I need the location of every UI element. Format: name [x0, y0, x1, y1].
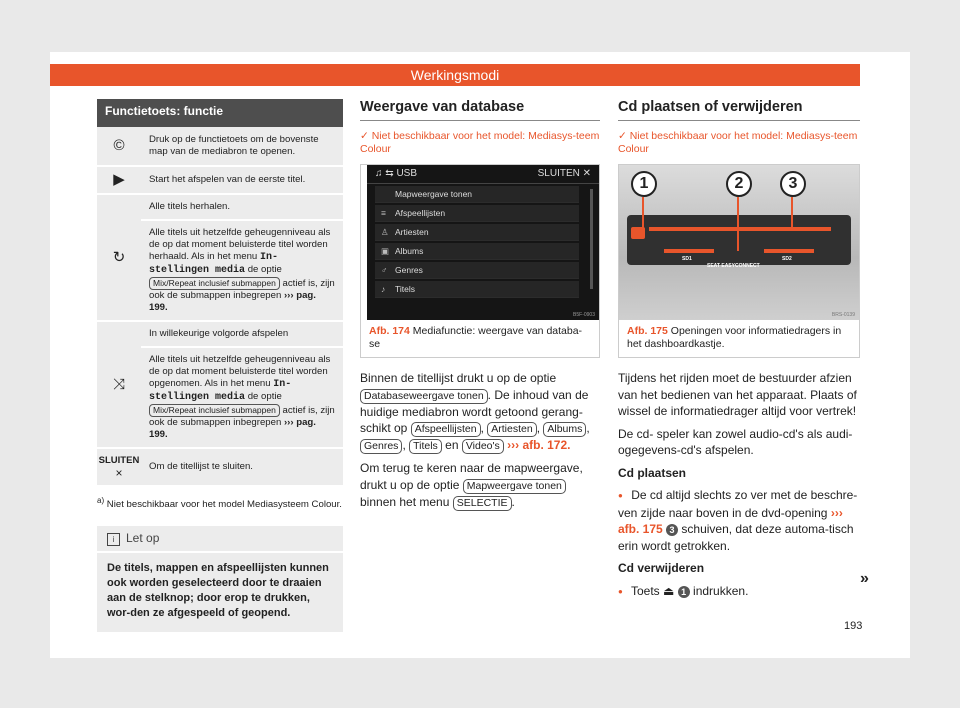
sd1-slot — [664, 249, 714, 253]
availability-note: ✓ Niet beschikbaar voor het model: Mediasys-teem Colour — [360, 130, 600, 155]
row-detail — [141, 346, 343, 447]
menu-code: In-stellingen media — [149, 252, 278, 276]
shuffle-icon: ⤨ — [112, 375, 125, 393]
page-number: 193 — [844, 620, 863, 632]
figure-caption — [619, 320, 859, 357]
screen-source: ♫ ⇆ USB — [375, 168, 417, 179]
brand-label: SEAT EASYCONNECT — [707, 263, 760, 269]
figure-reference: ››› afb. 172. — [507, 438, 571, 452]
option-label: Mapweergave tonen — [463, 479, 566, 494]
close-key — [97, 449, 141, 485]
sd2-label: SD2 — [782, 256, 792, 262]
bullet-item — [618, 583, 860, 601]
option-label: Video's — [462, 439, 504, 454]
option-label: Afspeellijsten — [411, 422, 481, 437]
sd2-slot — [764, 249, 814, 253]
subheading: Cd plaatsen — [618, 465, 687, 480]
note-text: De titels, mappen en afspeellijsten kunnen ook worden geselecteerd door te draaien aan de stelknop; door erop te drukken, wor-den ze afgespeeld of geopend. — [107, 562, 329, 620]
usb-screen — [367, 165, 599, 320]
play-icon: ▶ — [113, 171, 125, 188]
column-cd — [618, 99, 860, 606]
text: De cd altijd slechts zo ver met de beschre-ven zijde naar boven in de dvd-opening — [618, 488, 858, 520]
item-label: Artiesten — [395, 227, 429, 237]
page-header: Werkingsmodi — [50, 64, 860, 86]
sd1-label: SD1 — [682, 256, 692, 262]
screen-item — [375, 186, 579, 203]
row-text — [141, 195, 343, 320]
item-label: Mapweergave tonen — [395, 189, 473, 199]
option-label: Albums — [543, 422, 586, 437]
detail-text: Alle titels uit hetzelfde geheugenniveau als de op dat moment beluisterde titel worden herhaald. Als in het menu — [149, 227, 331, 262]
dashboard-image — [619, 165, 859, 320]
info-icon: i — [107, 533, 120, 546]
availability-note: ✓ Niet beschikbaar voor het model: Mediasys-teem Colour — [618, 130, 858, 155]
copyright-icon: © — [113, 137, 125, 154]
caption-text: Openingen voor informatiedragers in het dashboardkastje. — [627, 325, 842, 350]
footnote-text: Niet beschikbaar voor het model Mediasysteem Colour. — [106, 499, 342, 511]
callout-line — [737, 197, 739, 251]
figure-175 — [618, 164, 860, 358]
option-label: Mix/Repeat inclusief submappen — [149, 404, 280, 417]
row-line: In willekeurige volgorde afspelen — [149, 328, 289, 339]
item-label: Titels — [395, 284, 415, 294]
text: . De inhoud van de huidige mediabron wordt getoond gerang-schikt op — [360, 387, 589, 435]
detail-text: Alle titels uit hetzelfde geheugenniveau als de op dat moment beluisterde titel worden opgenomen. Als in het menu — [149, 354, 331, 389]
album-icon: ▣ — [381, 246, 390, 256]
scrollbar — [590, 189, 593, 289]
text: Binnen de titellijst drukt u op de optie — [360, 371, 557, 385]
footnote-mark: a) — [97, 496, 105, 505]
caption-label: Afb. 174 — [369, 325, 410, 337]
note-title: Let op — [126, 531, 160, 546]
paragraph: Tijdens het rijden moet de bestuurder afzien van het bedienen van het apparaat. Plaats of wissel de informatiedrager altijd voor vertrek! — [618, 371, 857, 418]
slot-panel — [627, 215, 851, 265]
source-label: USB — [396, 168, 417, 179]
callout-2: 2 — [726, 171, 752, 197]
dashboard-slot-image — [619, 165, 859, 320]
note-box — [97, 526, 343, 632]
paragraph: De cd- speler kan zowel audio-cd's als audi-ogegevens-cd's afspelen. — [618, 426, 853, 457]
menu-code: In-stellingen media — [149, 379, 292, 403]
row-text: Start het afspelen van de eerste titel. — [149, 174, 306, 185]
callout-3: 3 — [780, 171, 806, 197]
column-database-view — [360, 99, 600, 517]
table-row — [97, 195, 343, 322]
table-row — [97, 127, 343, 167]
callout-line — [642, 197, 644, 231]
callout-badge: 3 — [666, 524, 678, 536]
screen-close-button: SLUITEN ✕ — [537, 168, 591, 179]
figure-174 — [360, 164, 600, 358]
option-label: Genres — [360, 439, 402, 454]
text: en — [445, 438, 459, 452]
option-label: Mix/Repeat inclusief submappen — [149, 277, 280, 290]
screen-item — [375, 281, 579, 298]
text: Om terug te keren naar de mapweergave, drukt u op de optie — [360, 461, 583, 492]
paragraph: Om terug te keren naar de mapweergave, drukt u op de optie Mapweergave tonen binnen het menu SELECTIE . — [360, 461, 583, 509]
text: Toets — [630, 583, 660, 598]
repeat-icon: ↻ — [112, 248, 126, 266]
callout-1: 1 — [631, 171, 657, 197]
page-reference: ››› pag. 199. — [149, 290, 316, 313]
screen-item — [375, 262, 579, 279]
usb-screen-image — [361, 165, 599, 320]
image-code: B5F-0903 — [573, 312, 595, 318]
image-code: BRS-0139 — [831, 312, 855, 318]
detail-text: actief is, zijn ook de submappen inbegrepen — [149, 278, 335, 301]
music-note-icon: ♪ — [381, 284, 386, 294]
screen-topbar — [367, 165, 599, 184]
item-label: Afspeellijsten — [395, 208, 446, 218]
row-line: Alle titels herhalen. — [149, 201, 231, 212]
page-reference: ››› pag. 199. — [149, 417, 316, 440]
text: binnen het menu — [360, 494, 450, 509]
table-row — [97, 167, 343, 195]
detail-text: actief is, zijn ook de submappen inbegrepen — [149, 405, 335, 428]
subheading: Cd verwijderen — [618, 561, 705, 575]
item-label: Albums — [395, 246, 424, 256]
screen-item — [375, 243, 579, 260]
item-label: Genres — [395, 265, 423, 275]
close-label: SLUITEN — [98, 455, 140, 466]
row-text — [141, 322, 343, 447]
eject-icon: ⏏ — [663, 583, 675, 598]
option-label: SELECTIE — [453, 496, 512, 511]
table-title: Functietoets: functie — [97, 99, 343, 127]
callout-badge: 1 — [678, 586, 690, 598]
bullet-item — [618, 487, 860, 554]
playlist-icon: ≡ — [381, 208, 386, 218]
text: schuiven, dat deze automa-tisch erin wordt getrokken. — [618, 522, 854, 553]
row-text: Druk op de functietoets om de bovenste map van de mediabron te openen. — [149, 134, 319, 157]
figure-reference: ››› afb. 175 — [618, 505, 843, 536]
footnote — [97, 495, 343, 511]
cd-slot — [649, 227, 831, 231]
callout-line — [791, 197, 793, 229]
detail-text: de optie — [247, 264, 282, 275]
detail-text: de optie — [247, 391, 282, 402]
caption-label: Afb. 175 — [627, 325, 668, 337]
function-table — [97, 99, 343, 487]
screen-item — [375, 224, 579, 241]
close-icon: × — [115, 466, 123, 480]
row-text: Om de titellijst te sluiten. — [149, 461, 253, 472]
row-detail — [141, 219, 343, 320]
option-label: Artiesten — [487, 422, 536, 437]
screen-item — [375, 205, 579, 222]
caption-text: Mediafunctie: weergave van databa-se — [369, 325, 583, 350]
text: indrukken. — [693, 583, 749, 598]
figure-caption — [361, 320, 599, 357]
option-label: Titels — [409, 439, 442, 454]
column-function-table — [97, 99, 343, 632]
artist-icon: ♙ — [381, 227, 389, 237]
continue-chevron: » — [860, 570, 869, 587]
table-row — [97, 449, 343, 487]
genre-icon: ♂ — [381, 265, 388, 275]
section-title: Weergave van database — [360, 99, 600, 121]
option-label: Databaseweergave tonen — [360, 389, 488, 404]
paragraph: Binnen de titellijst drukt u op de optie Databaseweergave tonen . De inhoud van de huidige mediabron wordt getoond gerang-schikt op Afspeellijsten , Artiesten , Albums , Genres , Titels en Video's ››› afb. 172. — [360, 371, 590, 452]
table-row — [97, 322, 343, 449]
section-title: Cd plaatsen of verwijderen — [618, 99, 860, 121]
note-header — [97, 526, 343, 553]
